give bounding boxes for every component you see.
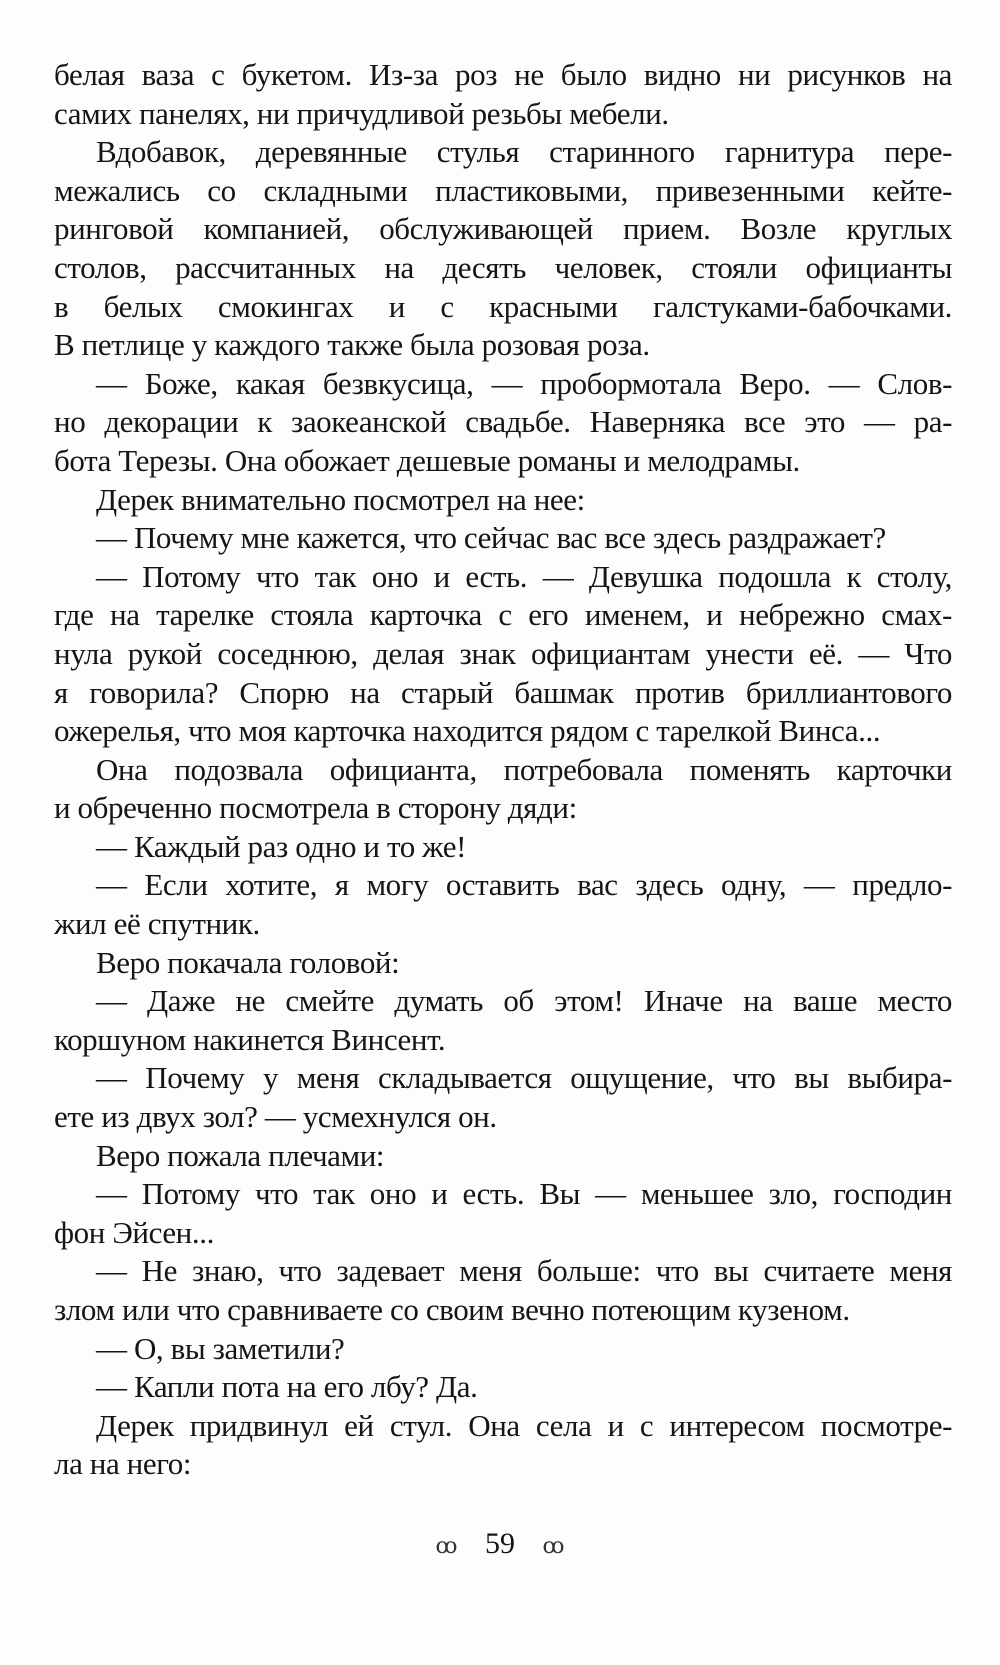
- page-body-text: [54, 56, 952, 1484]
- text-line: — Капли пота на его лбу? Да.: [96, 1369, 478, 1405]
- text-line: столов, рассчитанных на десять человек, стояли официанты: [54, 249, 952, 285]
- text-line: злом или что сравниваете со своим вечно потеющим кузеном.: [54, 1292, 850, 1327]
- text-line: — Почему мне кажется, что сейчас вас все здесь раздражает?: [96, 520, 886, 556]
- text-line: Вдобавок, деревянные стулья старинного гарнитура пере-: [96, 134, 952, 170]
- text-line: ринговой компанией, обслуживающей прием. Возле круглых: [54, 211, 952, 247]
- text-line: ожерелья, что моя карточка находится рядом с тарелкой Винса...: [54, 713, 881, 749]
- text-line: — Потому что так оно и есть. Вы — меньшее зло, господин: [96, 1176, 952, 1212]
- text-line: фон Эйсен...: [54, 1214, 214, 1250]
- page-number: 59: [485, 1527, 515, 1560]
- text-line: коршуном накинется Винсент.: [54, 1021, 446, 1057]
- text-line: нула рукой соседнюю, делая знак официантам унести её. — Что: [54, 635, 952, 671]
- text-line: — Даже не смейте думать об этом! Иначе на ваше место: [96, 983, 952, 1019]
- text-line: Веро покачала головой:: [96, 944, 400, 980]
- text-line: — Если хотите, я могу оставить вас здесь одну, — предло-: [96, 867, 952, 903]
- ornament-right-icon: ꝏ: [542, 1533, 565, 1558]
- text-line: — О, вы заметили?: [96, 1330, 345, 1366]
- text-line: — Не знаю, что задевает меня больше: что вы считаете меня: [96, 1253, 952, 1289]
- text-line: самих панелях, ни причудливой резьбы мебели.: [54, 95, 669, 131]
- text-line: жил её спутник.: [54, 906, 260, 942]
- text-line: — Боже, какая безвкусица, — пробормотала Веро. — Слов-: [96, 365, 952, 401]
- text-line: бота Терезы. Она обожает дешевые романы и мелодрамы.: [54, 442, 800, 478]
- text-line: в белых смокингах и с красными галстуками-бабочками.: [54, 288, 952, 324]
- text-line: Она подозвала официанта, потребовала поменять карточки: [96, 751, 952, 787]
- text-line: Веро пожала плечами:: [96, 1137, 385, 1173]
- text-line: Дерек придвинул ей стул. Она села и с интересом посмотре-: [96, 1407, 952, 1443]
- text-line: В петлице у каждого также была розовая роза.: [54, 327, 650, 363]
- text-line: белая ваза с букетом. Из-за роз не было видно ни рисунков на: [54, 57, 952, 92]
- text-line: я говорила? Спорю на старый башмак против бриллиантового: [54, 674, 952, 710]
- text-line: межались со складными пластиковыми, привезенными кейте-: [54, 172, 952, 208]
- text-line: но декорации к заокеанской свадьбе. Наверняка все это — ра-: [54, 404, 952, 440]
- text-line: где на тарелке стояла карточка с его именем, и небрежно смах-: [54, 597, 952, 633]
- text-line: ете из двух зол? — усмехнулся он.: [54, 1099, 497, 1135]
- ornament-left-icon: ꝏ: [435, 1533, 458, 1558]
- text-line: — Почему у меня складывается ощущение, что вы выбира-: [96, 1060, 952, 1096]
- text-line: и обреченно посмотрела в сторону дяди:: [54, 790, 577, 826]
- text-line: Дерек внимательно посмотрел на нее:: [96, 481, 585, 517]
- text-line: — Каждый раз одно и то же!: [96, 828, 467, 864]
- page-footer: [0, 1527, 1000, 1561]
- text-line: — Потому что так оно и есть. — Девушка подошла к столу,: [96, 558, 952, 594]
- text-line: ла на него:: [54, 1446, 192, 1482]
